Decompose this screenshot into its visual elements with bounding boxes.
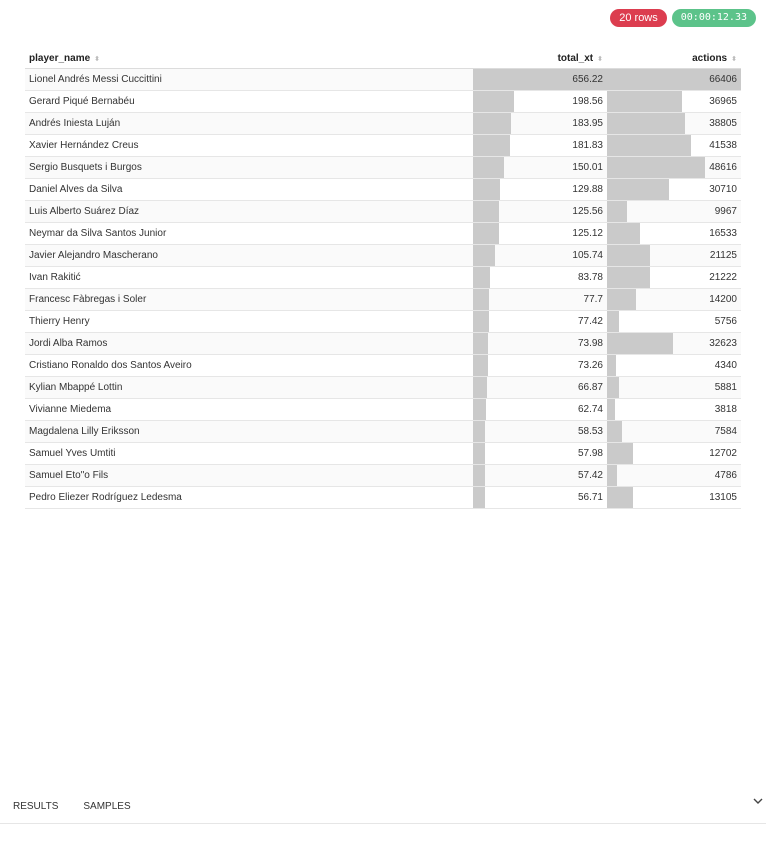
actions-cell (607, 69, 741, 91)
actions-value: 38805 (709, 118, 737, 129)
total-xt-bar (473, 487, 485, 508)
total-xt-value: 198.56 (572, 96, 603, 107)
actions-value: 41538 (709, 140, 737, 151)
actions-bar (607, 311, 619, 332)
divider (0, 823, 766, 824)
total-xt-bar (473, 443, 485, 464)
table-row (25, 69, 741, 91)
header-row (25, 48, 741, 69)
total-xt-value: 77.42 (577, 316, 603, 327)
table-row (25, 91, 741, 113)
total-xt-cell (473, 289, 607, 311)
table-row (25, 267, 741, 289)
player-name-cell: Vivianne Miedema (25, 399, 473, 421)
column-header-label: total_xt (557, 52, 594, 64)
actions-bar (607, 333, 673, 354)
actions-cell (607, 465, 741, 487)
column-header-label: player_name (29, 52, 91, 64)
total-xt-cell (473, 355, 607, 377)
total-xt-cell (473, 179, 607, 201)
actions-cell (607, 355, 741, 377)
total-xt-value: 125.12 (572, 228, 603, 239)
table-row (25, 113, 741, 135)
total-xt-value: 73.26 (577, 360, 603, 371)
total-xt-cell (473, 135, 607, 157)
total-xt-bar (473, 179, 500, 200)
actions-cell (607, 245, 741, 267)
total-xt-bar (473, 289, 489, 310)
player-name-cell: Luis Alberto Suárez Díaz (25, 201, 473, 223)
player-name-cell: Xavier Hernández Creus (25, 135, 473, 157)
total-xt-value: 105.74 (572, 250, 603, 261)
actions-bar (607, 201, 627, 222)
actions-bar (607, 157, 705, 178)
row-count-badge: 20 rows (610, 9, 667, 27)
tab-samples[interactable]: SAMPLES (83, 801, 131, 812)
player-name-cell: Thierry Henry (25, 311, 473, 333)
player-name-cell: Gerard Piqué Bernabéu (25, 91, 473, 113)
actions-cell (607, 289, 741, 311)
actions-value: 4786 (714, 470, 737, 481)
actions-cell (607, 399, 741, 421)
total-xt-cell (473, 201, 607, 223)
player-name-cell: Sergio Busquets i Burgos (25, 157, 473, 179)
player-name-cell: Kylian Mbappé Lottin (25, 377, 473, 399)
table-row (25, 245, 741, 267)
actions-value: 7584 (714, 426, 737, 437)
total-xt-bar (473, 333, 488, 354)
total-xt-value: 83.78 (577, 272, 603, 283)
actions-cell (607, 179, 741, 201)
player-name-cell: Ivan Rakitić (25, 267, 473, 289)
player-name-cell: Francesc Fàbregas i Soler (25, 289, 473, 311)
actions-bar (607, 113, 685, 134)
result-badges (610, 9, 756, 27)
actions-value: 66406 (709, 74, 737, 85)
table-row (25, 311, 741, 333)
total-xt-value: 77.7 (583, 294, 603, 305)
actions-value: 36965 (709, 96, 737, 107)
player-name-cell: Pedro Eliezer Rodríguez Ledesma (25, 487, 473, 509)
actions-bar (607, 487, 633, 508)
total-xt-cell (473, 421, 607, 443)
table-row (25, 399, 741, 421)
total-xt-cell (473, 333, 607, 355)
actions-cell (607, 443, 741, 465)
total-xt-bar (473, 377, 487, 398)
actions-bar (607, 179, 669, 200)
actions-bar (607, 91, 682, 112)
actions-value: 13105 (709, 492, 737, 503)
table-row (25, 377, 741, 399)
actions-bar (607, 399, 615, 420)
actions-bar (607, 465, 617, 486)
table-row (25, 201, 741, 223)
total-xt-value: 181.83 (572, 140, 603, 151)
actions-bar (607, 245, 650, 266)
actions-bar (607, 355, 616, 376)
actions-bar (607, 135, 691, 156)
actions-value: 9967 (714, 206, 737, 217)
player-name-cell: Lionel Andrés Messi Cuccittini (25, 69, 473, 91)
total-xt-value: 73.98 (577, 338, 603, 349)
total-xt-value: 150.01 (572, 162, 603, 173)
actions-cell (607, 267, 741, 289)
actions-cell (607, 157, 741, 179)
total-xt-cell (473, 245, 607, 267)
actions-cell (607, 311, 741, 333)
player-name-cell: Jordi Alba Ramos (25, 333, 473, 355)
actions-bar (607, 223, 640, 244)
actions-value: 21222 (709, 272, 737, 283)
total-xt-cell (473, 113, 607, 135)
total-xt-value: 62.74 (577, 404, 603, 415)
total-xt-bar (473, 311, 489, 332)
actions-value: 4340 (714, 360, 737, 371)
total-xt-value: 656.22 (572, 74, 603, 85)
actions-bar (607, 289, 636, 310)
actions-value: 48616 (709, 162, 737, 173)
actions-cell (607, 377, 741, 399)
actions-value: 12702 (709, 448, 737, 459)
total-xt-cell (473, 487, 607, 509)
actions-cell (607, 487, 741, 509)
total-xt-bar (473, 355, 488, 376)
total-xt-bar (473, 245, 495, 266)
total-xt-cell (473, 465, 607, 487)
results-table (25, 48, 741, 509)
total-xt-bar (473, 157, 504, 178)
table-row (25, 333, 741, 355)
results-table-body (25, 69, 741, 509)
column-header-actions[interactable] (607, 48, 741, 69)
total-xt-value: 58.53 (577, 426, 603, 437)
total-xt-cell (473, 311, 607, 333)
column-header-label: actions (692, 52, 728, 64)
total-xt-cell (473, 377, 607, 399)
total-xt-bar (473, 223, 499, 244)
total-xt-cell (473, 223, 607, 245)
actions-value: 5756 (714, 316, 737, 327)
bottom-tabs (13, 801, 131, 812)
actions-cell (607, 135, 741, 157)
actions-bar (607, 267, 650, 288)
total-xt-cell (473, 267, 607, 289)
actions-value: 21125 (709, 250, 737, 261)
total-xt-value: 57.42 (577, 470, 603, 481)
total-xt-cell (473, 91, 607, 113)
actions-value: 3818 (714, 404, 737, 415)
table-row (25, 223, 741, 245)
actions-cell (607, 91, 741, 113)
table-row (25, 355, 741, 377)
total-xt-bar (473, 421, 485, 442)
total-xt-bar (473, 201, 499, 222)
total-xt-bar (473, 113, 511, 134)
actions-value: 16533 (709, 228, 737, 239)
actions-value: 30710 (709, 184, 737, 195)
total-xt-cell (473, 399, 607, 421)
player-name-cell: Samuel Eto"o Fils (25, 465, 473, 487)
elapsed-time-badge: 00:00:12.33 (672, 9, 756, 27)
total-xt-bar (473, 399, 486, 420)
total-xt-value: 66.87 (577, 382, 603, 393)
total-xt-bar (473, 91, 514, 112)
total-xt-cell (473, 443, 607, 465)
actions-cell (607, 421, 741, 443)
actions-bar (607, 377, 619, 398)
table-row (25, 157, 741, 179)
tab-results[interactable]: RESULTS (13, 801, 59, 812)
player-name-cell: Magdalena Lilly Eriksson (25, 421, 473, 443)
actions-value: 14200 (709, 294, 737, 305)
total-xt-value: 56.71 (577, 492, 603, 503)
table-row (25, 421, 741, 443)
total-xt-bar (473, 267, 490, 288)
player-name-cell: Javier Alejandro Mascherano (25, 245, 473, 267)
table-row (25, 465, 741, 487)
total-xt-value: 57.98 (577, 448, 603, 459)
player-name-cell: Samuel Yves Umtiti (25, 443, 473, 465)
total-xt-value: 125.56 (572, 206, 603, 217)
actions-cell (607, 223, 741, 245)
table-row (25, 179, 741, 201)
player-name-cell: Cristiano Ronaldo dos Santos Aveiro (25, 355, 473, 377)
total-xt-bar (473, 135, 510, 156)
chevron-down-icon[interactable] (752, 795, 764, 807)
column-header-total-xt[interactable] (473, 48, 607, 69)
table-row (25, 135, 741, 157)
table-row (25, 443, 741, 465)
table-row (25, 289, 741, 311)
total-xt-value: 183.95 (572, 118, 603, 129)
actions-cell (607, 201, 741, 223)
actions-cell (607, 113, 741, 135)
actions-cell (607, 333, 741, 355)
actions-value: 5881 (714, 382, 737, 393)
player-name-cell: Andrés Iniesta Luján (25, 113, 473, 135)
player-name-cell: Daniel Alves da Silva (25, 179, 473, 201)
column-header-player-name[interactable] (25, 48, 473, 69)
total-xt-bar (473, 465, 485, 486)
sort-icon[interactable]: ⬍ (597, 55, 603, 63)
total-xt-cell (473, 157, 607, 179)
total-xt-cell (473, 69, 607, 91)
table-row (25, 487, 741, 509)
actions-bar (607, 443, 633, 464)
total-xt-value: 129.88 (572, 184, 603, 195)
sort-icon[interactable]: ⬍ (731, 55, 737, 63)
sort-icon[interactable]: ⬍ (94, 55, 101, 63)
player-name-cell: Neymar da Silva Santos Junior (25, 223, 473, 245)
actions-bar (607, 421, 622, 442)
actions-value: 32623 (709, 338, 737, 349)
